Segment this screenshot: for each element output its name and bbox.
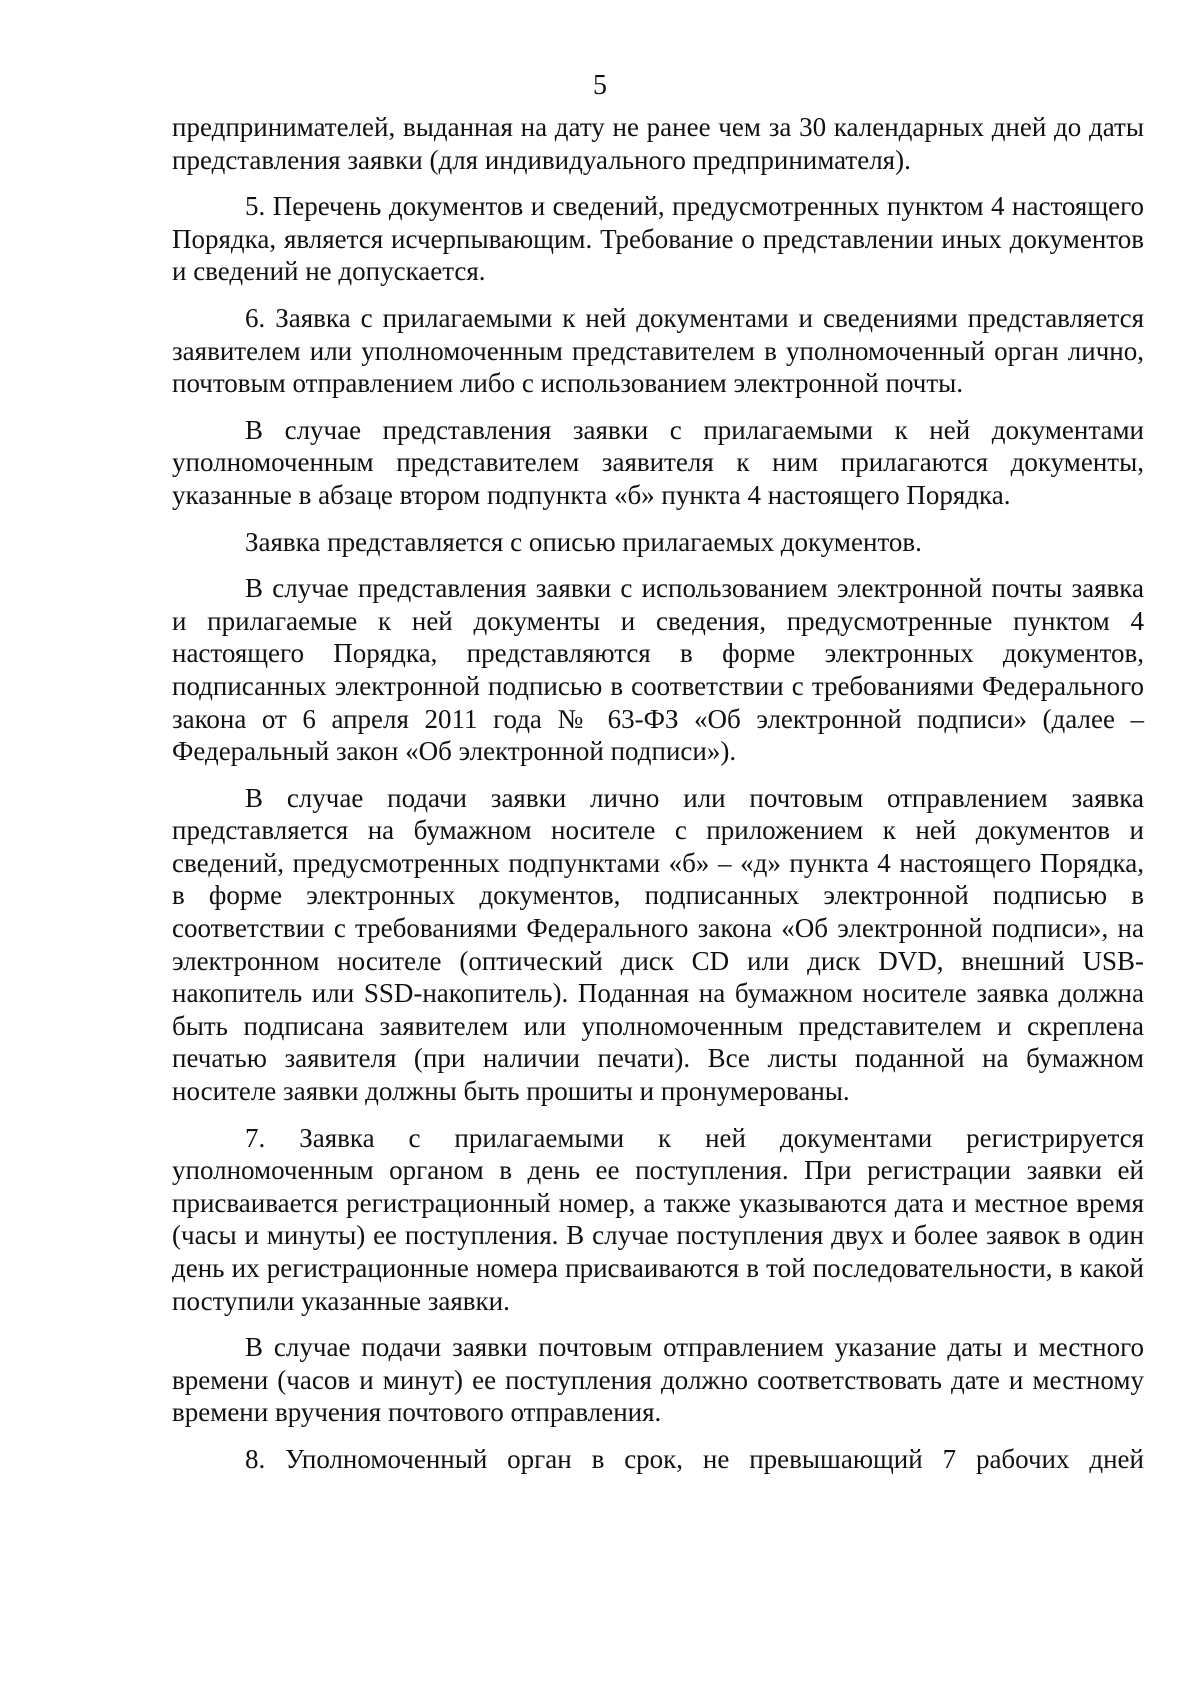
paragraph-item-6: 6. Заявка с прилагаемыми к ней документами и сведениями представляется заявителем или уполномоченным представителем в уполномоченный орган лично, почтовым отправлением либо с использованием электронной почты. — [172, 302, 1144, 399]
page-number: 5 — [593, 70, 607, 101]
paragraph-item-6-email: В случае представления заявки с использованием электронной почты заявка и прилагаемые к ней документы и сведения, предусмотренные пунктом 4 настоящего Порядка, представляются в форме электронных документов, подписанных электронной подписью в соответствии с требованиями Федерального закона от 6 апреля 2011 года № 63-ФЗ «Об электронной подписи» (далее – Федеральный закон «Об электронной подписи»). — [172, 573, 1144, 767]
paragraph-item-6-representative: В случае представления заявки с прилагаемыми к ней документами уполномоченным представителем заявителя к ним прилагаются документы, указанные в абзаце втором подпункта «б» пункта 4 настоящего Порядка. — [172, 414, 1144, 510]
paragraph-continuation: предпринимателей, выданная на дату не ранее чем за 30 календарных дней до даты представления заявки (для индивидуального предпринимателя). — [172, 112, 1144, 175]
paragraph-item-7: 7. Заявка с прилагаемыми к ней документами регистрируется уполномоченным органом в день ее поступления. При регистрации заявки ей присваивается регистрационный номер, а также указываются дата и местное время (часы и минуты) ее поступления. В случае поступления двух и более заявок в один день их регистрационные номера присваиваются в той последовательности, в какой поступили указанные заявки. — [172, 1122, 1144, 1316]
document-body — [172, 111, 1144, 1476]
paragraph-item-8: 8. Уполномоченный орган в срок, не превышающий 7 рабочих дней — [245, 1443, 1144, 1474]
paragraph-item-5: 5. Перечень документов и сведений, предусмотренных пунктом 4 настоящего Порядка, является исчерпывающим. Требование о представлении иных документов и сведений не допускается. — [172, 191, 1144, 287]
paragraph-item-6-paper: В случае подачи заявки лично или почтовым отправлением заявка представляется на бумажном носителе с приложением к ней документов и сведений, предусмотренных подпунктами «б» – «д» пункта 4 настоящего Порядка, в форме электронных документов, подписанных электронной подписью в соответствии с требованиями Федерального закона «Об электронной подписи», на электронном носителе (оптический диск CD или диск DVD, внешний USB-накопитель или SSD-накопитель). Поданная на бумажном носителе заявка должна быть подписана заявителем или уполномоченным представителем и скреплена печатью заявителя (при наличии печати). Все листы поданной на бумажном носителе заявки должны быть прошиты и пронумерованы. — [172, 782, 1144, 1107]
paragraph-item-6-inventory: Заявка представляется с описью прилагаемых документов. — [245, 526, 922, 557]
paragraph-item-7-postal: В случае подачи заявки почтовым отправлением указание даты и местного времени (часов и минут) ее поступления должно соответствовать дате и местному времени вручения почтового отправления. — [172, 1332, 1144, 1428]
